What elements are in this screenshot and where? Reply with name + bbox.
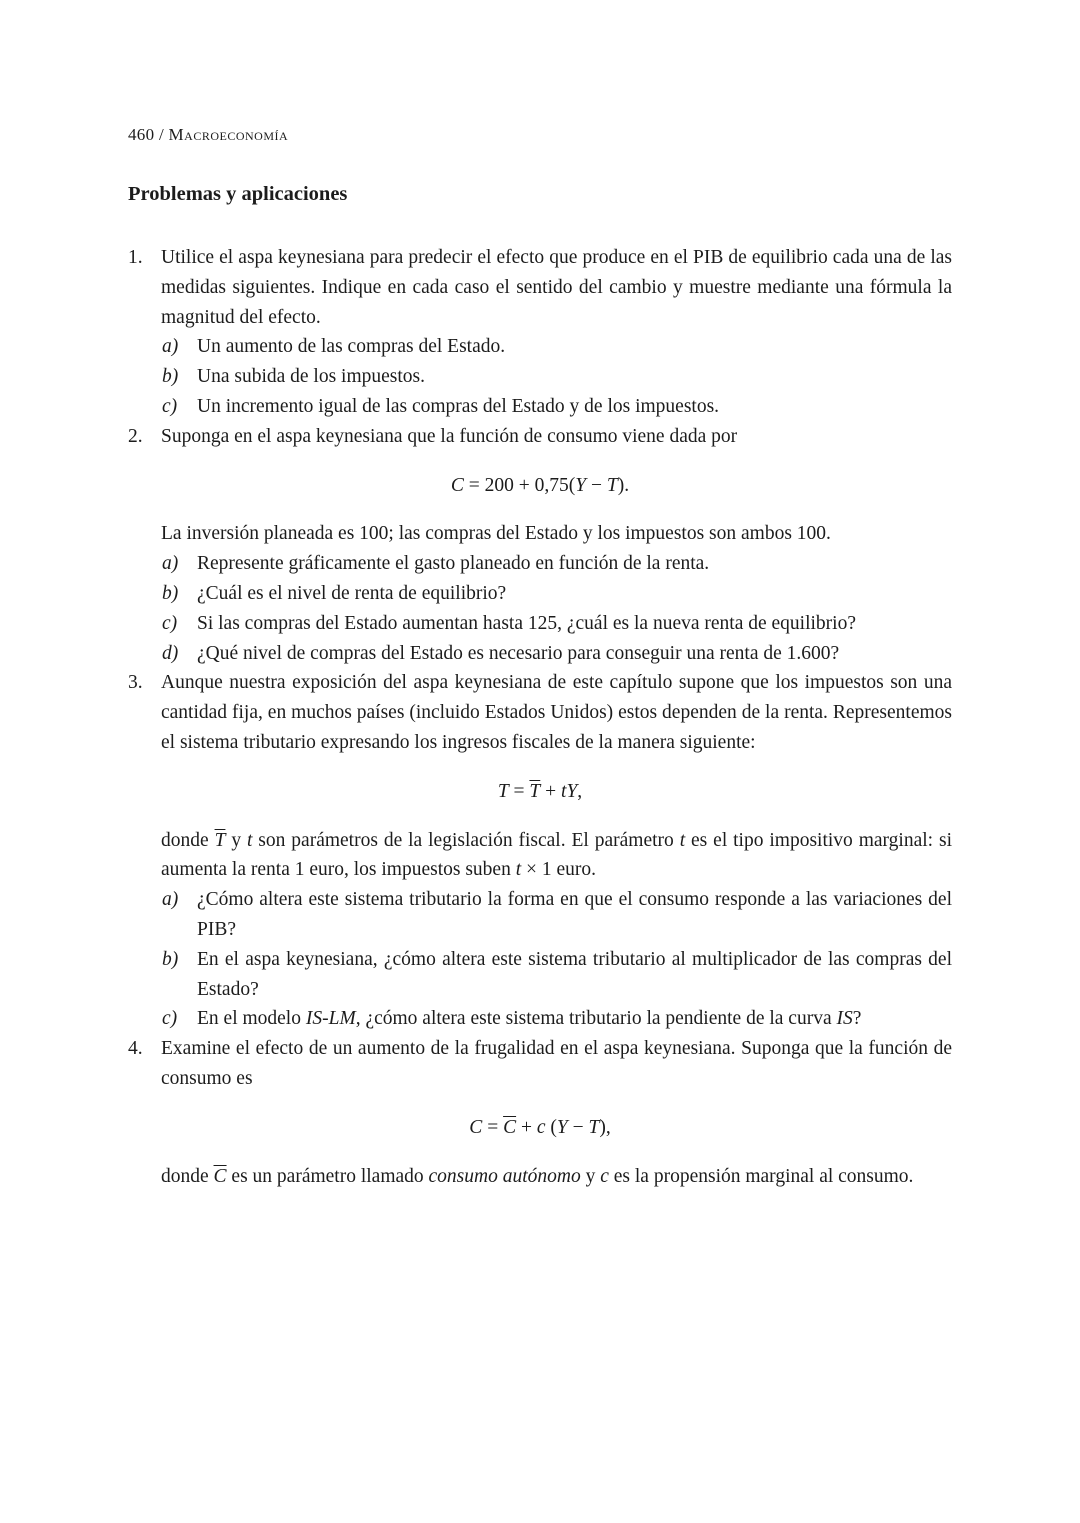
problem-3 [128, 668, 952, 1034]
problem-3-item-a-text: ¿Cómo altera este sistema tributario la forma en que el consumo responde a las variaciones del PIB? [197, 889, 952, 940]
problem-2-item-d-text: ¿Qué nivel de compras del Estado es necesario para conseguir una renta de 1.600? [197, 642, 840, 664]
problem-2-item-c-text: Si las compras del Estado aumentan hasta 125, ¿cuál es la nueva renta de equilibrio? [197, 612, 856, 634]
problem-3-item-c [161, 1004, 952, 1034]
problem-1-item-a-label: a) [162, 336, 179, 358]
autonomous-consumption-formula: $C = \overline{C} + c$ (Y − T), [469, 1116, 611, 1138]
problem-1-text: Utilice el aspa keynesiana para predecir el efecto que produce en el PIB de equilibrio cada una de las medidas siguientes. Indique en cada caso el sentido del cambio y muestre mediante una fórmula la magnitud del efecto. [161, 247, 952, 328]
problem-1-item-c [161, 392, 952, 422]
problem-1 [128, 243, 952, 422]
problem-2-item-d-label: d) [162, 642, 179, 664]
problem-4 [128, 1034, 952, 1191]
problem-3-continuation: donde $\overline{T}$ y t son parámetros de la legislación fiscal. El parámetro t es el tipo impositivo marginal: si aumenta la renta 1 euro, los impuestos suben t × 1 euro. [161, 829, 952, 881]
problem-2-text: Suponga en el aspa keynesiana que la función de consumo viene dada por [161, 425, 738, 447]
problem-1-item-b-label: b) [162, 366, 179, 388]
problem-3-item-a-label: a) [162, 889, 179, 911]
book-title: Macroeconomía [168, 125, 289, 144]
problem-3-item-b-text: En el aspa keynesiana, ¿cómo altera este sistema tributario al multiplicador de las compras del Estado? [197, 948, 952, 1000]
problem-1-number: 1. [128, 247, 143, 268]
problem-4-text: Examine el efecto de un aumento de la frugalidad en el aspa keynesiana. Suponga que la función de consumo es [161, 1038, 952, 1089]
running-header [128, 125, 952, 145]
page-number: 460 / [128, 125, 169, 144]
problem-1-item-a-text: Un aumento de las compras del Estado. [197, 336, 506, 358]
problem-2-continuation: La inversión planeada es 100; las compras del Estado y los impuestos son ambos 100. [161, 523, 831, 545]
problem-4-continuation: donde $\overline{C}$ es un parámetro llamado consumo autónomo y c es la propensión marginal al consumo. [161, 1165, 914, 1187]
problem-2-item-a-text: Represente gráficamente el gasto planeado en función de la renta. [197, 553, 710, 575]
problem-2-item-a-label: a) [162, 553, 179, 575]
problem-1-item-a [161, 332, 952, 362]
problem-1-item-b-text: Una subida de los impuestos. [197, 366, 426, 388]
problem-1-item-b [161, 362, 952, 392]
problem-4-number: 4. [128, 1038, 143, 1060]
problem-1-item-c-label: c) [162, 395, 178, 417]
problem-3-number: 3. [128, 672, 143, 694]
problem-2-item-c [161, 609, 952, 639]
problem-2-item-b-text: ¿Cuál es el nivel de renta de equilibrio? [197, 582, 507, 604]
problem-2 [128, 422, 952, 669]
problem-3-item-b-label: b) [162, 948, 179, 970]
consumption-function-formula: C = 200 + 0,75(Y − T). [450, 474, 630, 496]
problem-3-item-c-text: En el modelo IS-LM, ¿cómo altera este sistema tributario la pendiente de la curva IS? [197, 1008, 862, 1030]
section-title: Problemas y aplicaciones [128, 183, 348, 205]
problem-2-item-c-label: c) [162, 612, 178, 634]
problem-3-item-a [161, 885, 952, 945]
tax-function-formula: $T = \overline{T}$ + tY, [497, 780, 583, 802]
problem-2-item-b-label: b) [162, 582, 179, 604]
problem-2-item-a [161, 549, 952, 579]
problem-3-text: Aunque nuestra exposición del aspa keynesiana de este capítulo supone que los impuestos son una cantidad fija, en muchos países (incluido Estados Unidos) estos dependen de la renta. Representemos el sistema tributario expresando los ingresos fiscales de la manera siguiente: [161, 672, 952, 753]
problem-3-item-b [161, 945, 952, 1005]
problem-2-item-d [161, 639, 952, 669]
problem-3-item-c-label: c) [162, 1008, 178, 1030]
problem-1-item-c-text: Un incremento igual de las compras del Estado y de los impuestos. [197, 395, 720, 417]
page-content [128, 125, 952, 1191]
problem-2-item-b [161, 579, 952, 609]
problem-2-number: 2. [128, 425, 143, 447]
